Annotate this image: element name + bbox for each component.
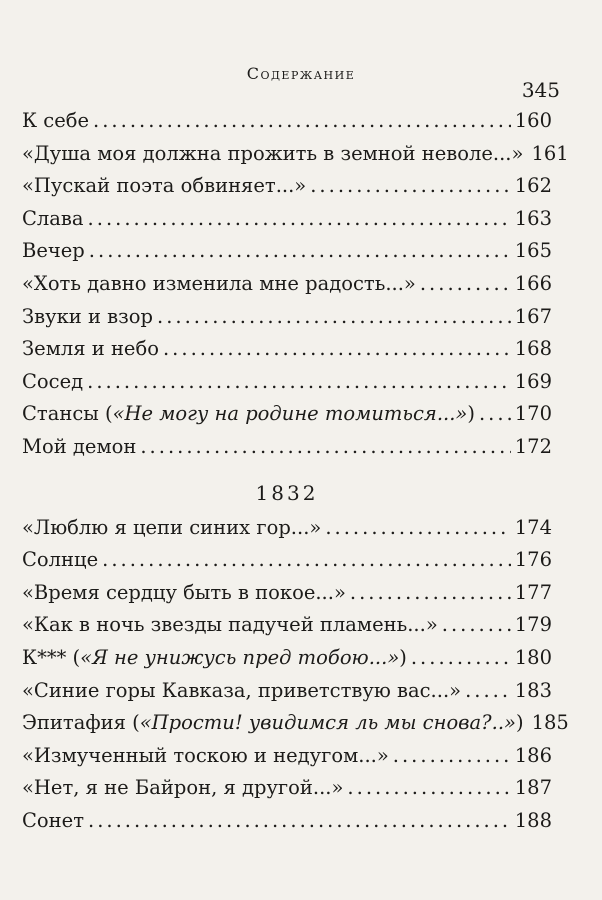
toc-entry-page: 161: [531, 141, 569, 165]
toc-entry-title-text: Эпитафия (: [22, 711, 140, 735]
toc-entry-title-text: «Измученный тоскою и недугом...»: [22, 743, 389, 767]
toc-entry-title: [22, 171, 306, 201]
toc-leader-dots: [88, 204, 511, 234]
toc-entry: [22, 578, 552, 611]
toc-entry-page: 187: [514, 776, 552, 800]
toc-leader-dots: [102, 545, 511, 575]
toc-entry-title: [22, 334, 159, 364]
toc-entry-line: [22, 578, 552, 608]
toc-entry-title-text: «Время сердцу быть в покое...»: [22, 580, 346, 604]
toc-leader-dots: [157, 302, 511, 332]
toc-entry-page: 162: [514, 174, 552, 198]
toc-leader-dots: [393, 741, 511, 771]
toc-leader-dots: [442, 610, 511, 640]
toc-entry-title: [22, 708, 524, 738]
toc-entry-page: 183: [514, 678, 552, 702]
toc-entry-line: [22, 676, 552, 706]
toc-entry-title-text: Звуки и взор: [22, 304, 154, 328]
toc-leader-dots: [465, 676, 511, 706]
section-year-heading: 1832: [255, 480, 319, 505]
toc-entry-line: [22, 708, 569, 738]
toc-entry-title-text: Вечер: [22, 239, 85, 263]
toc-entry-title-text: Слава: [22, 206, 84, 230]
page-number: 345: [521, 78, 560, 102]
toc-entry-line: [22, 513, 552, 543]
toc-entry-title: [22, 139, 523, 169]
toc-entry-title: [22, 269, 416, 299]
toc-entry: [22, 334, 552, 367]
toc-entry-title-close: ): [399, 645, 407, 669]
toc-entry-page: 188: [514, 808, 552, 832]
toc-entry: [22, 302, 552, 335]
toc-entry-page: 160: [514, 109, 552, 132]
toc-leader-dots: [479, 399, 511, 429]
toc-leader-dots: [411, 643, 511, 673]
toc-entry-title: [22, 741, 389, 771]
toc-entry: [22, 741, 552, 774]
toc-entry: [22, 106, 552, 139]
toc-entry-title-text: «Люблю я цепи синих гор...»: [22, 515, 322, 539]
toc-entry-line: [22, 204, 552, 234]
toc-entry: [22, 269, 552, 302]
toc-entry-line: [22, 106, 552, 136]
toc-entry-line: [22, 773, 552, 803]
toc-entry-line: [22, 545, 552, 575]
toc-entry: [22, 676, 552, 709]
toc-entry-title-text: Сонет: [22, 808, 84, 832]
toc-entry-first-line: «Не могу на родине томиться...»: [112, 402, 468, 426]
toc-entry-page: 169: [514, 369, 552, 393]
toc-leader-dots: [89, 236, 511, 266]
toc-entry-page: 177: [514, 580, 552, 604]
toc-entry-title-text: К*** (: [22, 645, 81, 669]
toc-entry-title: [22, 545, 98, 575]
toc-entry-line: [22, 367, 552, 397]
toc-entry-page: 179: [514, 613, 552, 637]
toc-entry-title: [22, 643, 407, 673]
toc-entry-line: [22, 139, 569, 169]
toc-entry: [22, 204, 552, 237]
toc-entry: [22, 610, 552, 643]
toc-entry-page: 170: [514, 402, 552, 426]
toc-entry-title: К себе: [22, 109, 90, 132]
toc-entry-title: [22, 610, 438, 640]
toc-entry-title: [22, 773, 343, 803]
toc-entry-line: [22, 269, 552, 299]
toc-entry-line: [22, 302, 552, 332]
toc-entry-title: [22, 302, 153, 332]
toc-entry: [22, 806, 552, 839]
toc-entry: [22, 708, 569, 741]
toc-entry-page: 166: [514, 271, 552, 295]
toc-entry-title-text: «Пускай поэта обвиняет...»: [22, 174, 307, 198]
toc-entry-page: 163: [514, 206, 552, 230]
toc-leader-dots: [420, 269, 511, 299]
toc-leader-dots: [88, 806, 511, 836]
toc-entry: [22, 236, 552, 269]
toc-entry-line: [22, 171, 552, 201]
toc-entry-page: 167: [514, 304, 552, 328]
toc-entry: [22, 399, 552, 432]
toc-entry-title-text: «Как в ночь звезды падучей пламень...»: [22, 613, 438, 637]
toc-entry-title: [22, 806, 84, 836]
toc-entry-line: [22, 610, 552, 640]
toc-entry-title: [22, 578, 346, 608]
toc-entry-title-close: ): [467, 402, 475, 426]
toc-leader-dots: [163, 334, 511, 364]
toc-entry-title-text: «Нет, я не Байрон, я другой...»: [22, 776, 344, 800]
toc-entry-title: [22, 513, 321, 543]
toc-entry-page: 165: [514, 239, 552, 263]
toc-entry: [22, 643, 552, 676]
toc-entry-title-text: Мой демон: [22, 434, 137, 458]
toc-entry-title-text: Сосед: [22, 369, 84, 393]
toc-entry-page: 185: [531, 711, 569, 735]
toc-entry-title-text: «Хоть давно изменила мне радость...»: [22, 271, 416, 295]
toc-entry: [22, 171, 552, 204]
toc-entry-title: [22, 399, 475, 429]
toc-entry-title: [22, 367, 83, 397]
toc-entry: [22, 432, 552, 465]
table-of-contents: [22, 106, 569, 838]
toc-entry-title-text: Стансы (: [22, 402, 113, 426]
toc-entry: [22, 367, 552, 400]
toc-entry-first-line: «Я не унижусь пред тобою...»: [80, 645, 400, 669]
toc-leader-dots: [350, 578, 511, 608]
toc-entry-title-text: Земля и небо: [22, 337, 159, 361]
toc-entry-title-text: Солнце: [22, 548, 99, 572]
toc-entry-line: [22, 236, 552, 266]
toc-leader-dots: [310, 171, 511, 201]
toc-entry-line: [22, 432, 552, 462]
toc-entry: [22, 545, 552, 578]
toc-entry-title: [22, 236, 85, 266]
toc-entry-line: [22, 334, 552, 364]
toc-entry-line: [22, 643, 552, 673]
toc-entry-page: 176: [514, 548, 552, 572]
toc-entry-page: 174: [514, 515, 552, 539]
toc-entry-line: [22, 741, 552, 771]
toc-entry: [22, 773, 552, 806]
toc-entry-title: [22, 204, 84, 234]
toc-entry: [22, 139, 569, 172]
toc-entry-page: 186: [514, 743, 552, 767]
toc-entry-title: [22, 432, 136, 462]
toc-entry-line: [22, 806, 552, 836]
toc-entry-first-line: «Прости! увидимся ль мы снова?..»: [139, 711, 516, 735]
toc-entry-line: [22, 399, 552, 429]
toc-leader-dots: [87, 367, 511, 397]
toc-leader-dots: [347, 773, 510, 803]
toc-entry: [22, 513, 552, 546]
running-header: Содержание: [246, 64, 356, 83]
toc-leader-dots: [325, 513, 510, 543]
toc-leader-dots: [140, 432, 510, 462]
toc-leader-dots: [93, 106, 511, 136]
toc-entry-title: [22, 676, 461, 706]
toc-entry-title-text: «Душа моя должна прожить в земной неволе...»: [22, 141, 524, 165]
toc-entry-title-text: «Синие горы Кавказа, приветствую вас...»: [22, 678, 462, 702]
toc-entry-page: 180: [514, 645, 552, 669]
toc-entry-title-close: ): [515, 711, 524, 735]
toc-entry-page: 168: [514, 337, 552, 361]
toc-entry-page: 172: [514, 434, 552, 458]
